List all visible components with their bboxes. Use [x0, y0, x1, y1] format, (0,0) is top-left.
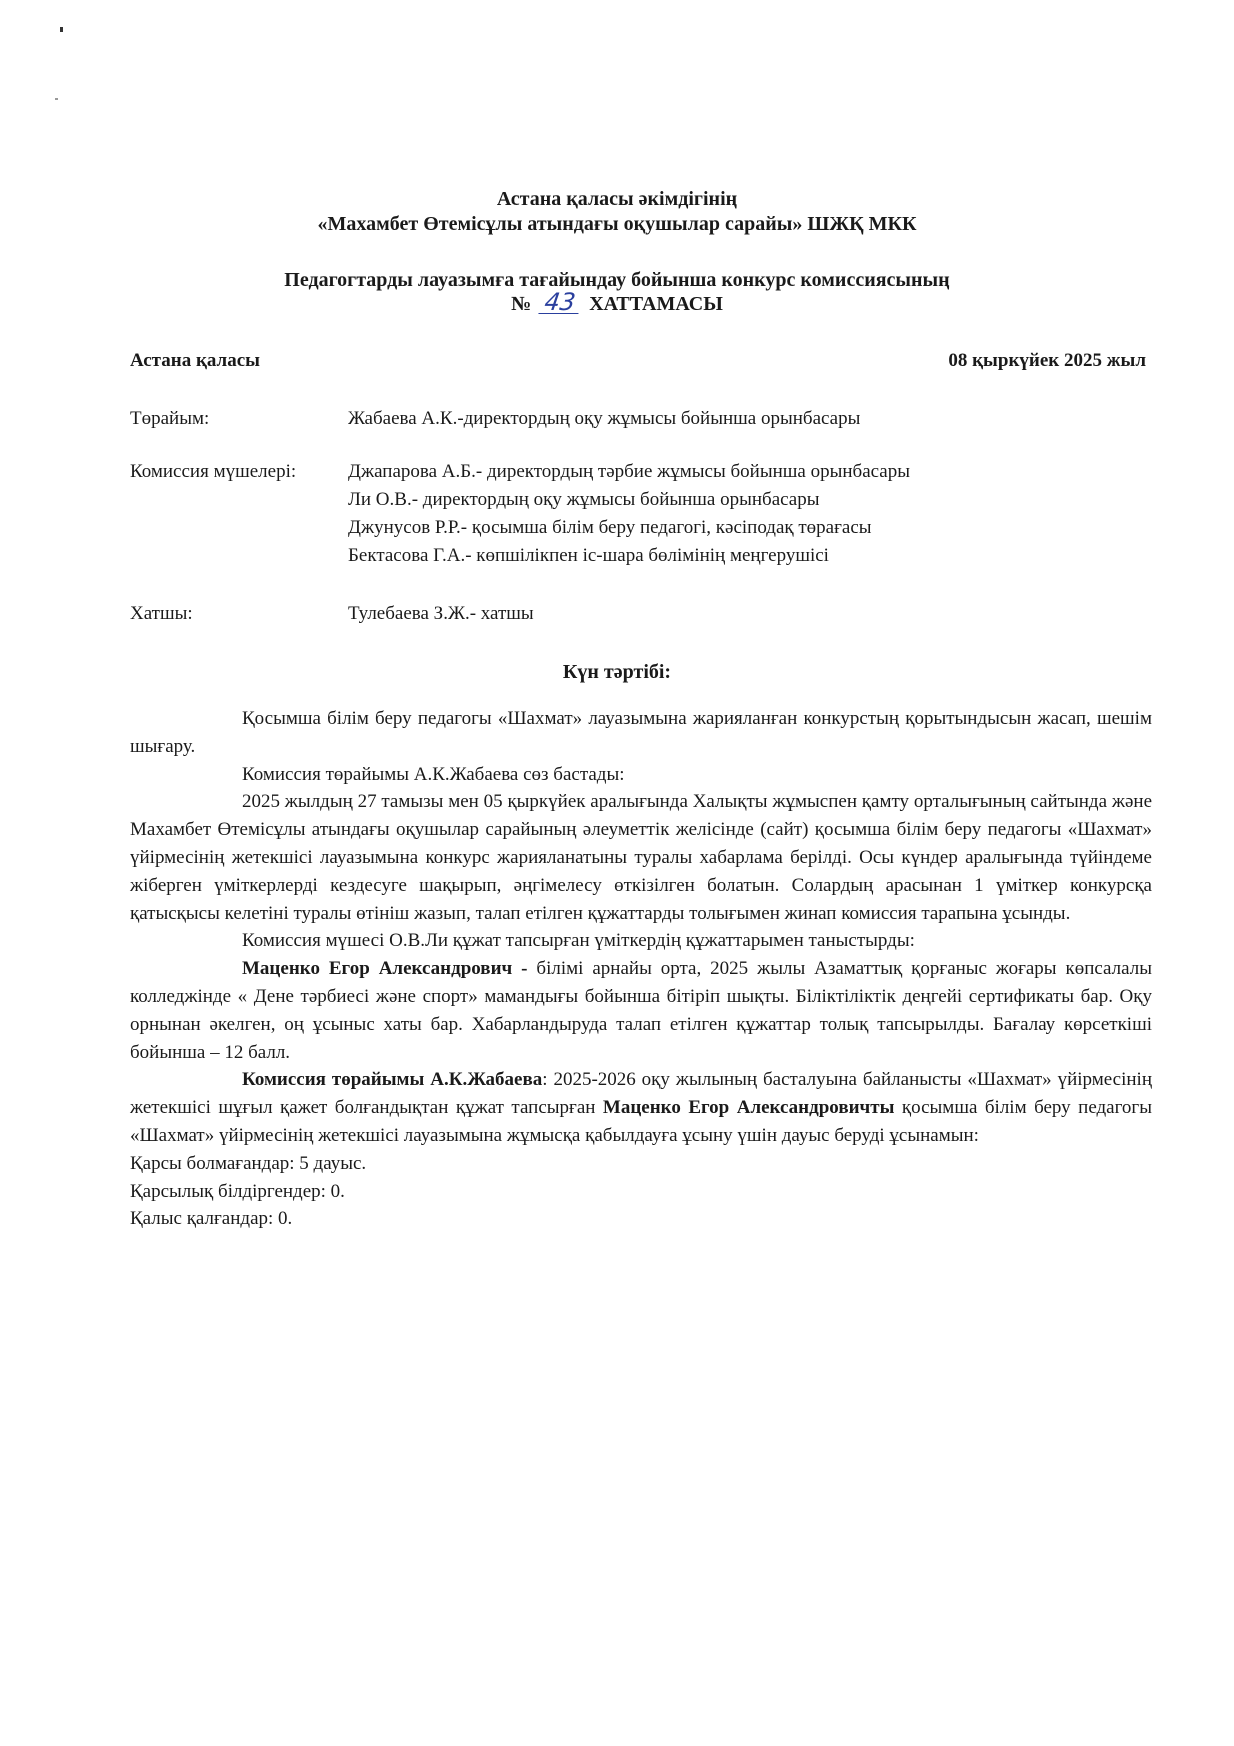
chair-row: [130, 405, 1146, 433]
candidate-details: білімі арнайы орта, 2025 жылы Азаматтық қорғаныс жоғары көпсалалы колледжінде « Дене тәрбиесі және спорт» мамандығы бойынша бітіріп шықты. Біліктіліктік деңгейі сертификаты бар. Оқу орнынан әкелген, оң ұсыныс хаты бар. Хабарландыруда талап етілген құжаттар толық тапсырылды. Бағалау көрсеткіші бойынша – 12 балл.: [130, 958, 1152, 1063]
opening-paragraph: Комиссия төрайымы А.К.Жабаева сөз бастады:: [242, 763, 625, 785]
proposal-text-b: қосымша білім беру педагогы «Шахмат» үйірмесінің жетекшісі лауазымына жұмысқа қабылдауға ұсыну үшін дауыс беруді ұсынамын:: [130, 1097, 1152, 1146]
proposal-text-a: : 2025-2026 оқу жылының басталуына байланысты «Шахмат» үйірмесінің жетекшісі шұғыл қажет болғандықтан құжат тапсырған: [130, 1069, 1152, 1119]
protocol-word: ХАТТАМАСЫ: [589, 293, 723, 315]
member-item: Бектасова Г.А.- көпшілікпен іс-шара бөлімінің меңгерушісі: [348, 545, 829, 566]
org-line-2: «Махамбет Өтемісұлы атындағы оқушылар сарайы» ШЖҚ МКК: [317, 213, 917, 235]
secretary-value: Тулебаева З.Ж.- хатшы: [348, 603, 534, 624]
members-row: [130, 458, 1146, 570]
member-item: Джунусов Р.Р.- қосымша білім беру педагогі, кәсіподақ төрағасы: [348, 517, 872, 538]
protocol-body: [130, 705, 1152, 1233]
chair-name: Комиссия төрайымы А.К.Жабаева: [242, 1069, 543, 1091]
protocol-number-line: [0, 288, 1234, 318]
member-item: Джапарова А.Б.- директордың тәрбие жұмысы бойынша орынбасары: [348, 461, 910, 482]
scan-speck: [55, 98, 58, 100]
handwritten-protocol-number: 43: [539, 291, 582, 314]
place: Астана қаласы: [130, 350, 260, 371]
date: 08 қыркүйек 2025 жыл: [948, 350, 1146, 371]
announcement-paragraph: 2025 жылдың 27 тамызы мен 05 қыркүйек аралығында Халықты жұмыспен қамту орталығының сайтында және Махамбет Өтемісұлы атындағы оқушылар сарайының әлеуметтік желісінде (сайт) қосымша білім беру педагогы «Шахмат» үйірмесінің жетекшісі лауазымына конкурс жарияланатыны туралы хабарлама берілді. Осы күндер аралығында түйіндеме жіберген үміткерлерді кездесуге шақырып, әңгімелесу өткізілген болатын. Солардың арасынан 1 үміткер конкурсқа қатысқысы келетіні туралы өтініш жазып, талап етілген құжаттарды толығымен жинап комиссия тарапына ұсынды.: [130, 791, 1152, 924]
candidate-name-2: Маценко Егор Александровичты: [602, 1097, 895, 1119]
org-line-1: Астана қаласы әкімдігінің: [496, 188, 738, 210]
scan-speck: [60, 27, 63, 32]
agenda-paragraph: Қосымша білім беру педагогы «Шахмат» лауазымына жарияланған конкурстың қорытындысын жасап, шешім шығару.: [130, 708, 1152, 757]
member-report-paragraph: Комиссия мүшесі О.В.Ли құжат тапсырған үміткердің құжаттарымен таныстырды:: [242, 930, 915, 952]
secretary-label: Хатшы:: [130, 603, 193, 624]
number-sign: №: [511, 293, 532, 315]
members-list: [348, 458, 1146, 570]
proposal-paragraph: [130, 1066, 1152, 1149]
agenda-title: Күн тәртібі:: [562, 661, 672, 683]
members-label: Комиссия мүшелері:: [130, 461, 297, 482]
member-item: Ли О.В.- директордың оқу жұмысы бойынша орынбасары: [348, 489, 820, 510]
vote-for: Қарсы болмағандар: 5 дауыс.: [130, 1152, 367, 1174]
place-date-row: [130, 350, 1146, 372]
vote-against: Қарсылық білдіргендер: 0.: [130, 1180, 345, 1202]
chair-label: Төрайым:: [130, 408, 210, 429]
candidate-paragraph: [130, 955, 1152, 1066]
commission-title: Педагогтарды лауазымға тағайындау бойынша конкурс комиссиясының: [284, 269, 950, 291]
secretary-row: [130, 600, 1146, 628]
vote-abstain: Қалыс қалғандар: 0.: [130, 1208, 293, 1230]
candidate-name: Маценко Егор Александрович -: [242, 958, 528, 980]
chair-value: Жабаева А.К.-директордың оқу жұмысы бойынша орынбасары: [348, 408, 861, 429]
